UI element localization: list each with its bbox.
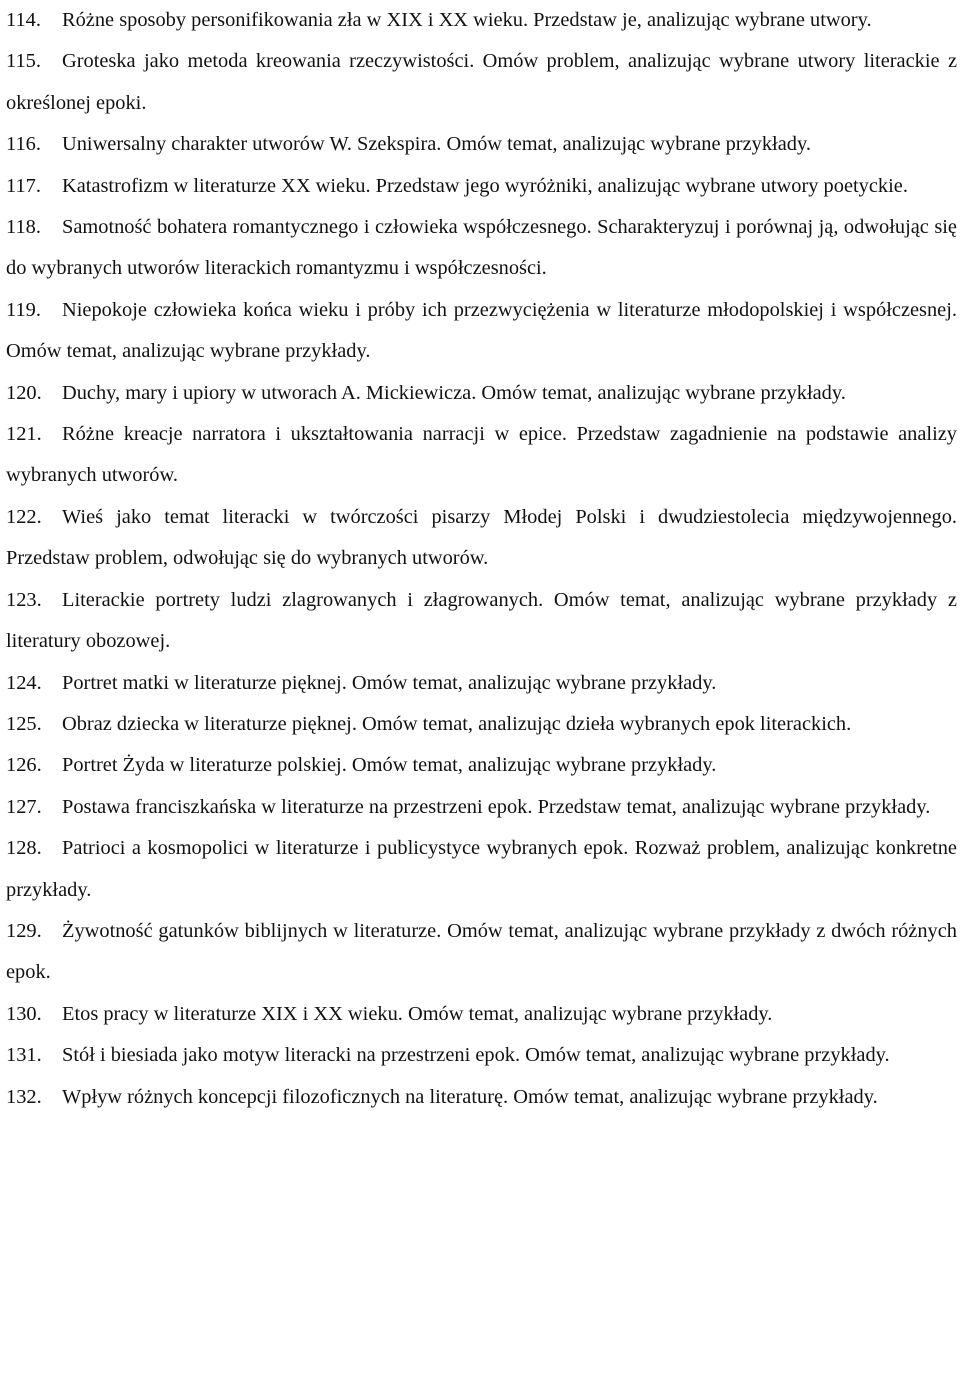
- topic-item: [6, 828, 957, 911]
- topic-item: [6, 1035, 957, 1076]
- topic-text: Portret Żyda w literaturze polskiej. Omów temat, analizując wybrane przykłady.: [62, 754, 717, 777]
- topic-item: [6, 704, 957, 745]
- topic-number: 129.: [6, 919, 42, 942]
- topic-text: Samotność bohatera romantycznego i człowieka współczesnego. Scharakteryzuj i porównaj ją, odwołując się do wybranych utworów literackich romantyzmu i współczesności.: [6, 216, 957, 280]
- topic-number: 125.: [6, 712, 42, 735]
- topic-item: [6, 580, 957, 663]
- topic-text: Groteska jako metoda kreowania rzeczywistości. Omów problem, analizując wybrane utwory literackie z określonej epoki.: [6, 50, 957, 114]
- topic-number: 121.: [6, 423, 42, 446]
- topic-number: 116.: [6, 133, 41, 156]
- topic-text: Postawa franciszkańska w literaturze na przestrzeni epok. Przedstaw temat, analizując wybrane przykłady.: [62, 795, 931, 818]
- topic-item: [6, 41, 957, 124]
- topic-text: Różne sposoby personifikowania zła w XIX i XX wieku. Przedstaw je, analizując wybrane utwory.: [62, 9, 872, 31]
- topic-number: 128.: [6, 837, 42, 860]
- topic-text: Wieś jako temat literacki w twórczości pisarzy Młodej Polski i dwudziestolecia międzywojennego. Przedstaw problem, odwołując się do wybranych utworów.: [6, 505, 957, 570]
- topic-item: [6, 745, 957, 786]
- topic-item: [6, 911, 957, 994]
- topic-text: Obraz dziecka w literaturze pięknej. Omów temat, analizując dzieła wybranych epok literackich.: [62, 712, 852, 735]
- topic-number: 132.: [6, 1085, 42, 1108]
- topic-item: [6, 290, 957, 373]
- topic-text: Różne kreacje narratora i ukształtowania narracji w epice. Przedstaw zagadnienie na podstawie analizy wybranych utworów.: [6, 423, 957, 487]
- topic-item: [6, 0, 957, 41]
- topic-item: [6, 373, 957, 414]
- topic-text: Etos pracy w literaturze XIX i XX wieku. Omów temat, analizując wybrane przykłady.: [62, 1002, 773, 1025]
- topic-text: Duchy, mary i upiory w utworach A. Mickiewicza. Omów temat, analizując wybrane przykłady.: [62, 381, 846, 404]
- topic-number: 124.: [6, 671, 42, 694]
- topic-number: 117.: [6, 174, 41, 197]
- topic-item: [6, 787, 957, 828]
- topic-number: 115.: [6, 50, 41, 73]
- topic-text: Wpływ różnych koncepcji filozoficznych na literaturę. Omów temat, analizując wybrane przykłady.: [62, 1085, 878, 1108]
- topic-number: 127.: [6, 795, 42, 818]
- topic-number: 120.: [6, 381, 42, 404]
- topic-number: 122.: [6, 505, 42, 528]
- topic-text: Stół i biesiada jako motyw literacki na przestrzeni epok. Omów temat, analizując wybrane przykłady.: [62, 1044, 890, 1067]
- topic-number: 130.: [6, 1002, 42, 1025]
- topic-number: 131.: [6, 1044, 42, 1067]
- topic-item: [6, 124, 957, 165]
- topic-text: Uniwersalny charakter utworów W. Szekspira. Omów temat, analizując wybrane przykłady.: [62, 133, 811, 156]
- topic-item: [6, 994, 957, 1035]
- topic-text: Literackie portrety ludzi zlagrowanych i złagrowanych. Omów temat, analizując wybrane przykłady z literatury obozowej.: [6, 588, 957, 653]
- topic-number: 119.: [6, 298, 41, 321]
- topic-item: [6, 207, 957, 290]
- topic-text: Portret matki w literaturze pięknej. Omów temat, analizując wybrane przykłady.: [62, 671, 717, 694]
- topic-item: [6, 663, 957, 704]
- topic-list: [6, 0, 957, 1118]
- topic-text: Katastrofizm w literaturze XX wieku. Przedstaw jego wyróżniki, analizując wybrane utwory poetyckie.: [62, 174, 908, 197]
- topic-item: [6, 166, 957, 207]
- topic-item: [6, 414, 957, 497]
- topic-item: [6, 1077, 957, 1118]
- topic-number: 126.: [6, 754, 42, 777]
- topic-number: 114.: [6, 9, 41, 31]
- topic-text: Żywotność gatunków biblijnych w literaturze. Omów temat, analizując wybrane przykłady z dwóch różnych epok.: [6, 919, 957, 984]
- topic-text: Niepokoje człowieka końca wieku i próby ich przezwyciężenia w literaturze młodopolskiej i współczesnej. Omów temat, analizując wybrane przykłady.: [6, 298, 957, 363]
- topic-item: [6, 497, 957, 580]
- topic-number: 118.: [6, 216, 41, 239]
- topic-number: 123.: [6, 588, 42, 611]
- topic-text: Patrioci a kosmopolici w literaturze i publicystyce wybranych epok. Rozważ problem, analizując konkretne przykłady.: [6, 837, 957, 901]
